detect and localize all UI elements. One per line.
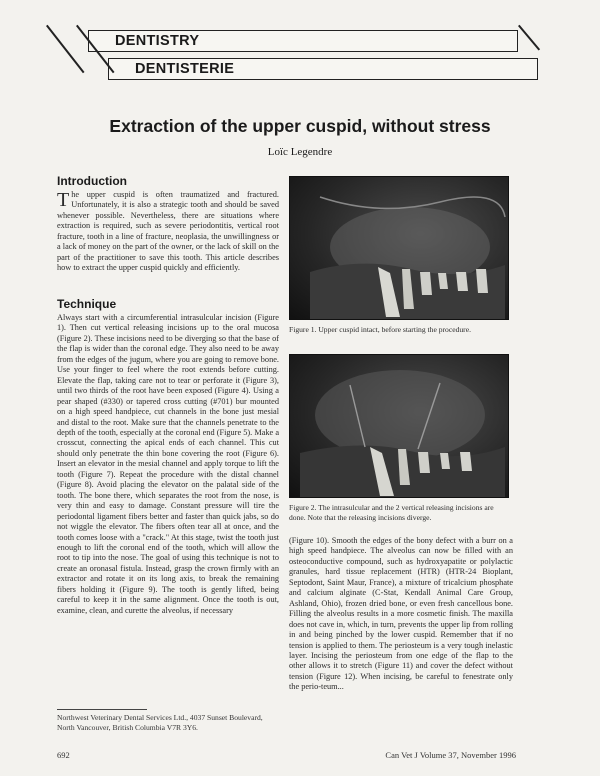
page-number: 692	[57, 750, 70, 760]
technique-heading: Technique	[57, 297, 117, 311]
figure-2-image	[290, 355, 508, 497]
article-title: Extraction of the upper cuspid, without stress	[109, 116, 491, 136]
technique-text: Always start with a circumferential intrasulcular incision (Figure 1). Then cut vertical releasing incisions up to the oral mucosa (Figure 2). These incisions need to be diverging so that the base of the flap is wider than the coronal edge. They also need to be away from the edges of the jugum, where you are going to remove bone. Use your finger to feel where the root extends before cutting. Elevate the flap, taking care not to tear or perforate it (Figure 3), until two thirds of the root have been exposed (Figure 4). Using a pear shaped (#330) or tapered cross cutting (#701) bur mounted on a high speed handpiece, cut channels in the bone just mesial and distal to the root. Make sure that the channels penetrate to the depth of the tooth, especially at the coronal end (Figure 5). Make a crosscut, connecting the apical ends of each channel. This cut should only penetrate the thin bone covering the root (Figure 6). Insert an elevator in the mesial channel and apply torque to lift the tooth (Figure 7). Repeat the procedure with the distal channel (Figure 8). Avoid placing the elevator on the palatal side of the tooth. The bone there, which separates the root from the nose, is very thin and easy to damage. Constant pressure will tire the periodontal ligament fibers better and faster than quick jabs, so do not wiggle the elevator. The fibers often tear all at once, and the tooth comes loose with a "crack." At this stage, twist the tooth just enough to lift the coronal end of the tooth, which will allow the root to tip into the nose. The goal of using this technique is not to create an oronasal fistula. Instead, grasp the crown firmly with an extractor and rotate it on its long axis, to break the remaining fibers holding it (Figure 9). The tooth is gently lifted, being careful to keep it in the same alignment. Once the tooth is out, examine, clean, and curette the alveolus, if necessary	[57, 313, 279, 615]
section-banner-en	[88, 30, 518, 52]
figure-1-image	[290, 177, 508, 319]
journal-reference: Can Vet J Volume 37, November 1996	[385, 750, 516, 760]
footnote-rule	[57, 709, 147, 710]
continuation-text: (Figure 10). Smooth the edges of the bony defect with a burr on a high speed handpiece. The alveolus can now be filled with an osteoconductive compound, such as hydroxyapatite or polylactic granules, hard tissue replacement (HTR) (HTR-24 Bioplant, Septodont, Saint Maur, France), a mixture of tricalcium phosphate and calcium alginate (C-Stat, Kendall Animal Care Group, Ashland, Ohio), frozen dried bone, or even fresh cancellous bone. Filling the alveolus results in a more cosmetic finish. The maxilla does not cave in, which, in turn, prevents the upper lip from rolling in and being pinched by the lower cuspid. Remember that if no tension is applied to them. The periosteum is a very tough inelastic layer. Incising the periosteum from one edge of the flap to the other allows it to stretch (Figure 11) and cover the defect without tension (Figure 12). When incising, be careful to fenestrate only the perio-teum...	[289, 536, 513, 692]
figure-1-caption: Figure 1. Upper cuspid intact, before starting the procedure.	[289, 325, 471, 334]
figure-2-photo	[289, 354, 509, 498]
introduction-body	[57, 190, 279, 278]
figure-1-photo	[289, 176, 509, 320]
continuation-body	[289, 536, 513, 748]
introduction-heading: Introduction	[57, 174, 127, 188]
banner-slash-left	[46, 25, 85, 74]
section-label-en: DENTISTRY	[115, 33, 200, 49]
section-banner-fr	[108, 58, 538, 80]
figure-2-caption: Figure 2. The intrasulcular and the 2 vertical releasing incisions are done. Note that the releasing incisions diverge.	[289, 503, 494, 522]
banner-slash-right	[518, 25, 540, 51]
section-label-fr: DENTISTERIE	[135, 61, 235, 77]
introduction-dropcap: T	[57, 190, 70, 211]
technique-body	[57, 313, 279, 755]
article-author: Loïc Legendre	[267, 146, 333, 158]
footnote: Northwest Veterinary Dental Services Ltd., 4037 Sunset Boulevard, North Vancouver, British Columbia V7R 3Y6.	[57, 713, 263, 732]
introduction-text: he upper cuspid is often traumatized and fractured. Unfortunately, it is also a strategic tooth and should be saved whenever possible. Nevertheless, there are situations where extraction is required, such as severe periodontitis, vertical root fracture, tooth in a line of fracture, neoplasia, the unwillingness or a lack of money on the part of the owner, or the lack of skill on the part of the practitioner to save this tooth. This article describes how to extract the upper cuspid quickly and efficiently.	[57, 190, 279, 273]
